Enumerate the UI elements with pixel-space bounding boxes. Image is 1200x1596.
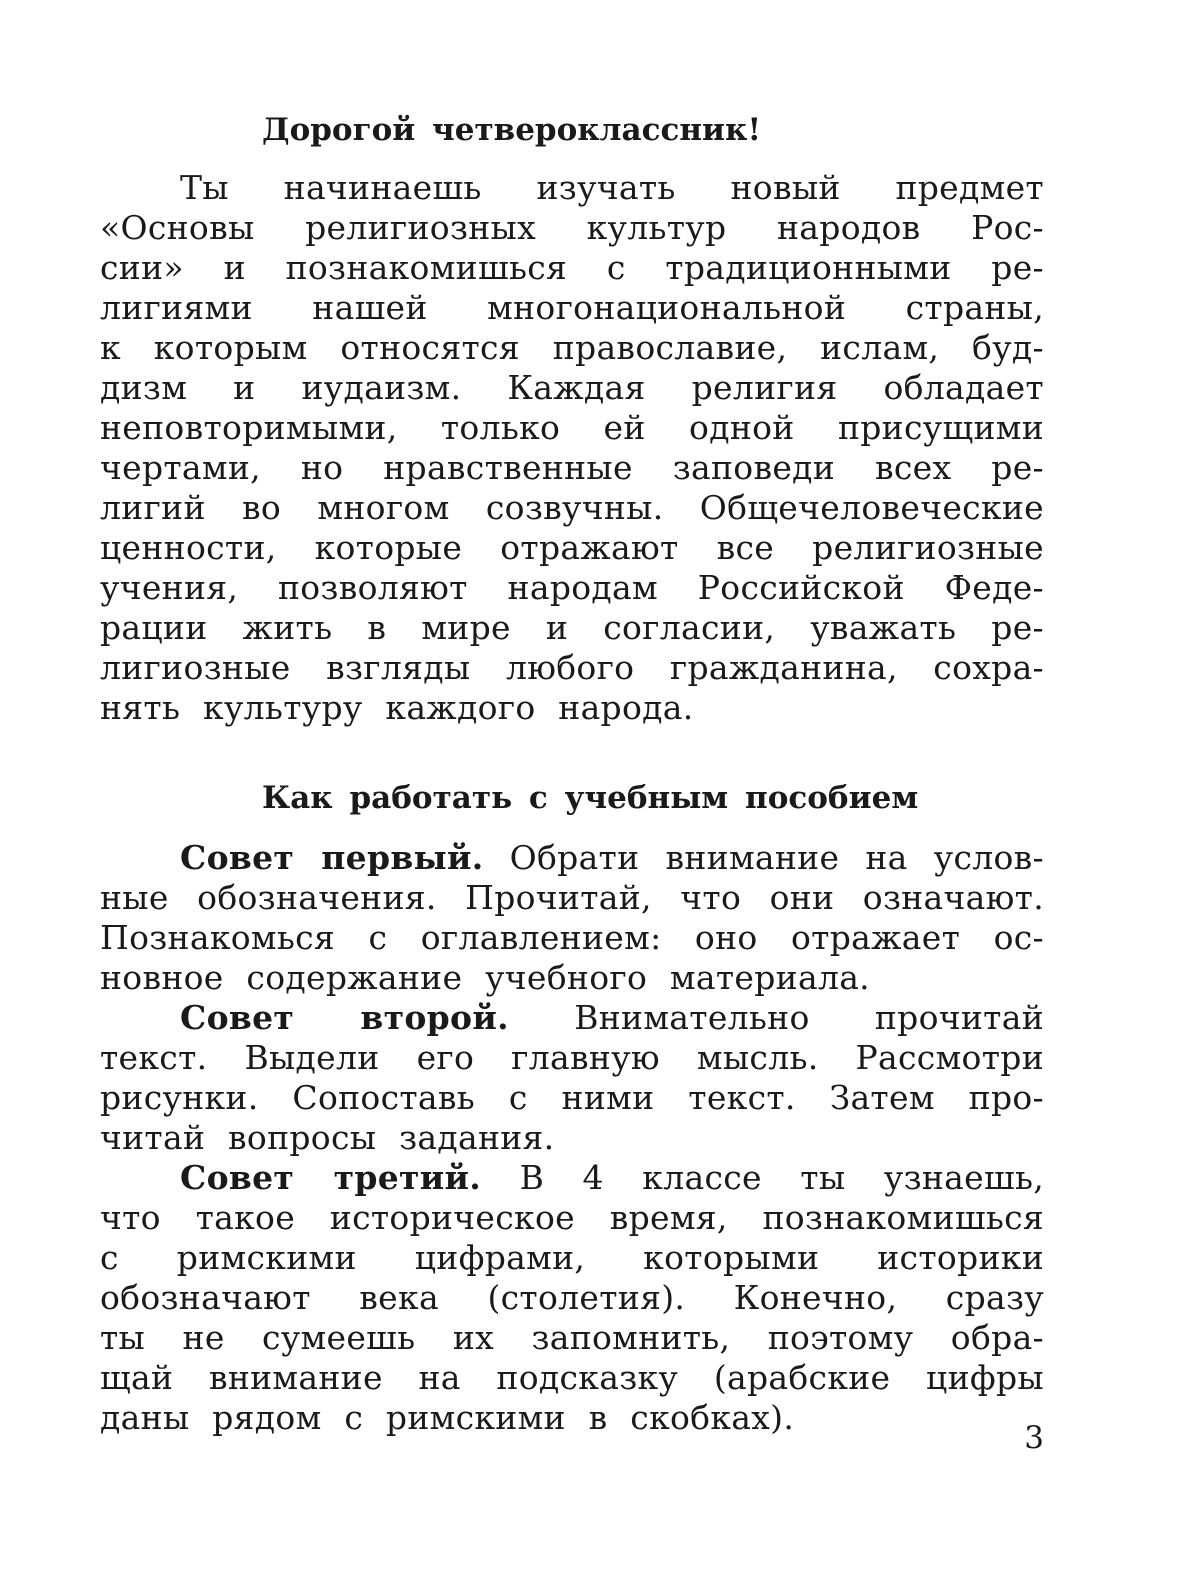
tip-line: Познакомься с оглавлением: оно отражает ос- — [100, 918, 1044, 957]
tip-last-line-text: читай вопросы задания. — [100, 1118, 555, 1157]
tip-line: щай внимание на подсказку (арабские цифры — [100, 1358, 1044, 1397]
tip-line: ные обозначения. Прочитай, что они означают. — [100, 878, 1044, 917]
tip-label: Совет третий. — [180, 1158, 482, 1197]
tip-line: с римскими цифрами, которыми историки — [100, 1238, 1044, 1277]
tip-last-line-text: новное содержание учебного материала. — [100, 958, 870, 997]
tip-third-paragraph — [100, 1158, 1044, 1438]
tip-line: текст. Выдели его главную мысль. Рассмотри — [100, 1038, 1044, 1077]
tip-text: Обрати внимание на услов- — [509, 838, 1044, 877]
tip-line: рисунки. Сопоставь с ними текст. Затем про- — [100, 1078, 1044, 1117]
intro-line: дизм и иудаизм. Каждая религия обладает — [100, 368, 1044, 407]
intro-line: рации жить в мире и согласии, уважать ре- — [100, 608, 1044, 647]
tip-line — [100, 958, 1044, 998]
textbook-page — [100, 0, 1044, 1596]
tip-text: В 4 классе ты узнаешь, — [519, 1158, 1044, 1197]
intro-line: чертами, но нравственные заповеди всех ре- — [100, 448, 1044, 487]
intro-line: ценности, которые отражают все религиозные — [100, 528, 1044, 567]
tip-line — [100, 1158, 1044, 1198]
intro-last-line-text: нять культуру каждого народа. — [100, 688, 694, 727]
tip-line — [100, 1118, 1044, 1158]
intro-line — [100, 688, 1044, 728]
tip-label: Совет первый. — [180, 838, 484, 877]
intro-line: сии» и познакомишься с традиционными ре- — [100, 248, 1044, 287]
tip-second-paragraph — [100, 998, 1044, 1158]
tip-label: Совет второй. — [180, 998, 509, 1037]
how-to-work-heading: Как работать с учебным пособием — [262, 780, 919, 816]
intro-line: неповторимыми, только ей одной присущими — [100, 408, 1044, 447]
tip-line: что такое историческое время, познакомишься — [100, 1198, 1044, 1237]
tip-line: обозначают века (столетия). Конечно, сразу — [100, 1278, 1044, 1317]
intro-paragraph — [100, 168, 1044, 728]
tip-first-paragraph — [100, 838, 1044, 998]
intro-line: Ты начинаешь изучать новый предмет — [180, 168, 1044, 207]
tip-line: ты не сумеешь их запомнить, поэтому обра- — [100, 1318, 1044, 1357]
intro-line: к которым относятся православие, ислам, буд- — [100, 328, 1044, 367]
tip-last-line-text: даны рядом с римскими в скобках). — [100, 1398, 795, 1437]
page-number: 3 — [1024, 1420, 1044, 1456]
tip-line — [100, 998, 1044, 1038]
intro-line: учения, позволяют народам Российской Феде- — [100, 568, 1044, 607]
intro-line: лигиями нашей многонациональной страны, — [100, 288, 1044, 327]
tip-text: Внимательно прочитай — [574, 998, 1045, 1037]
intro-line: «Основы религиозных культур народов Рос- — [100, 208, 1044, 247]
tip-line — [100, 1398, 1044, 1438]
tip-line — [100, 838, 1044, 878]
intro-line: лигиозные взгляды любого гражданина, сохра- — [100, 648, 1044, 687]
greeting-heading: Дорогой четвероклассник! — [262, 112, 762, 148]
intro-line: лигий во многом созвучны. Общечеловеческие — [100, 488, 1044, 527]
